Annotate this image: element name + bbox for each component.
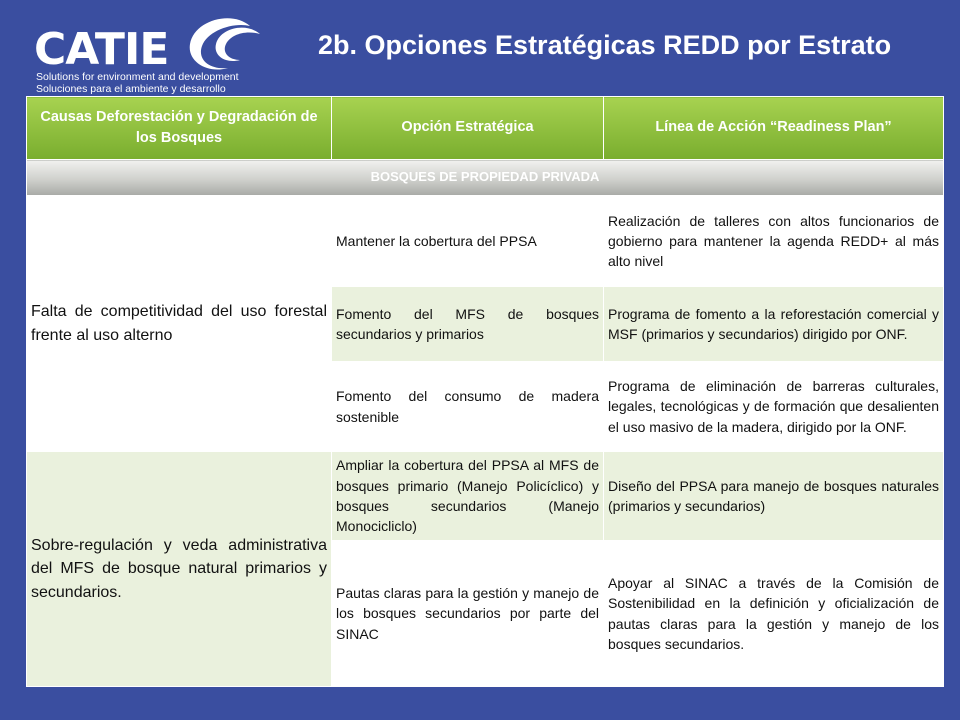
strategy-table bbox=[26, 96, 944, 687]
logo-wordmark: CATIE bbox=[34, 24, 169, 75]
option-cell: Mantener la cobertura del PPSA bbox=[332, 196, 604, 287]
option-cell: Ampliar la cobertura del PPSA al MFS de bosques primario (Manejo Policíclico) y bosques secundarios (Manejo Monocicliclo) bbox=[332, 452, 604, 541]
header-action: Línea de Acción “Readiness Plan” bbox=[604, 97, 944, 160]
table-row bbox=[27, 196, 944, 287]
cause-cell: Falta de competitividad del uso forestal frente al uso alterno bbox=[27, 196, 332, 452]
header-option: Opción Estratégica bbox=[332, 97, 604, 160]
option-cell: Pautas claras para la gestión y manejo de los bosques secundarios por parte del SINAC bbox=[332, 541, 604, 687]
catie-logo bbox=[30, 14, 270, 98]
action-cell: Programa de fomento a la reforestación comercial y MSF (primarios y secundarios) dirigido por ONF. bbox=[604, 287, 944, 362]
section-title: BOSQUES DE PROPIEDAD PRIVADA bbox=[27, 160, 944, 196]
table-row bbox=[27, 452, 944, 541]
cause-cell: Sobre-regulación y veda administrativa del MFS de bosque natural primarios y secundarios. bbox=[27, 452, 332, 687]
logo-tagline bbox=[36, 71, 239, 95]
option-cell: Fomento del consumo de madera sostenible bbox=[332, 362, 604, 452]
logo-tagline-es: Soluciones para el ambiente y desarrollo bbox=[36, 83, 226, 95]
action-cell: Programa de eliminación de barreras culturales, legales, tecnológicas y de formación que desalienten el uso masivo de la madera, dirigido por la ONF. bbox=[604, 362, 944, 452]
action-cell: Realización de talleres con altos funcionarios de gobierno para mantener la agenda REDD+ al más alto nivel bbox=[604, 196, 944, 287]
header-causes: Causas Deforestación y Degradación de los Bosques bbox=[27, 97, 332, 160]
action-cell: Apoyar al SINAC a través de la Comisión de Sostenibilidad en la definición y oficialización de pautas claras para la gestión y manejo de los bosques secundarios. bbox=[604, 541, 944, 687]
logo-swoosh-icon bbox=[180, 16, 266, 72]
section-row bbox=[27, 160, 944, 196]
slide-title: 2b. Opciones Estratégicas REDD por Estrato bbox=[318, 30, 892, 60]
logo-tagline-en: Solutions for environment and development bbox=[36, 71, 239, 83]
table-header-row bbox=[27, 97, 944, 160]
option-cell: Fomento del MFS de bosques secundarios y primarios bbox=[332, 287, 604, 362]
action-cell: Diseño del PPSA para manejo de bosques naturales (primarios y secundarios) bbox=[604, 452, 944, 541]
